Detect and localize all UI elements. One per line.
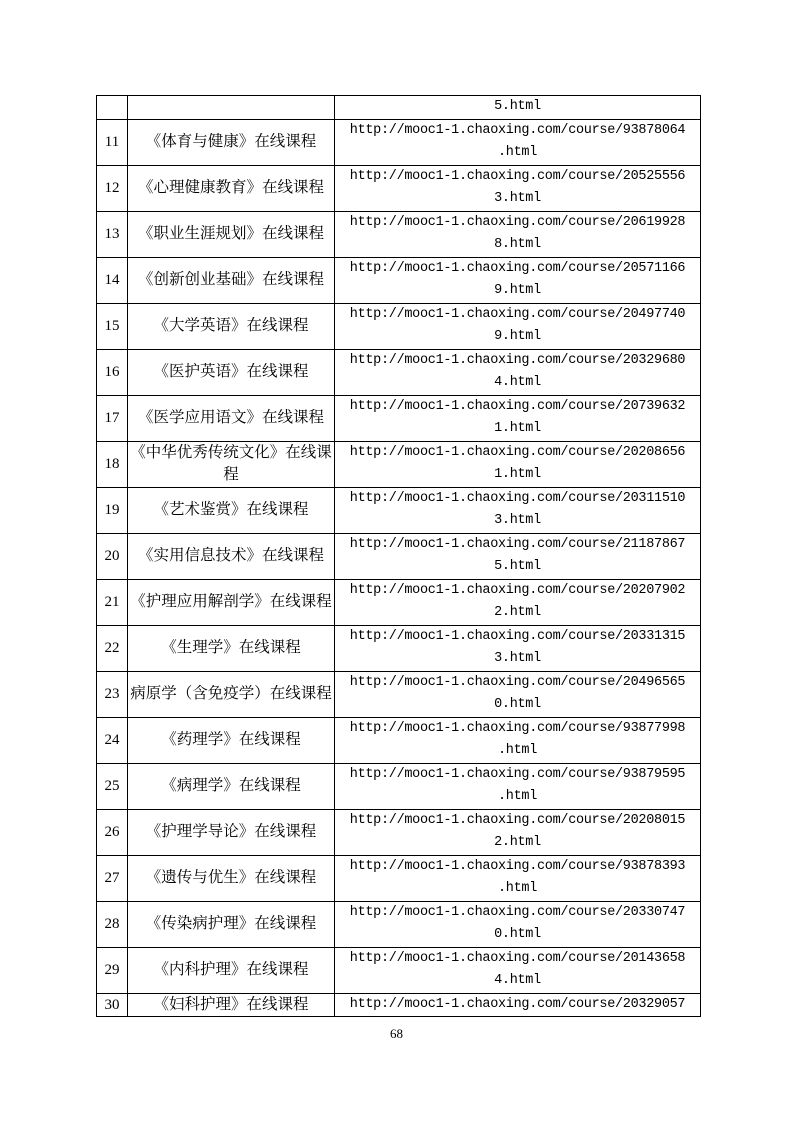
course-name-cell: 病原学（含免疫学）在线课程 xyxy=(128,671,335,717)
row-number-cell: 30 xyxy=(97,993,128,1017)
course-link-table xyxy=(96,95,701,1017)
course-url-line: 0.html xyxy=(494,697,541,712)
course-url-line: http://mooc1-1.chaoxing.com/course/20208656 xyxy=(349,444,686,460)
course-url-line: 3.html xyxy=(494,513,541,528)
table-row xyxy=(97,625,701,671)
table-row xyxy=(97,303,701,349)
row-number-cell xyxy=(97,96,128,120)
course-name-cell: 《生理学》在线课程 xyxy=(128,625,335,671)
row-number-cell: 23 xyxy=(97,671,128,717)
course-url-line: http://mooc1-1.chaoxing.com/course/20619928 xyxy=(349,214,686,230)
course-url-line: http://mooc1-1.chaoxing.com/course/93878064 xyxy=(349,122,686,138)
course-url-cell xyxy=(335,855,701,901)
table-row xyxy=(97,809,701,855)
row-number-cell: 12 xyxy=(97,165,128,211)
row-number-cell: 14 xyxy=(97,257,128,303)
course-url-line: http://mooc1-1.chaoxing.com/course/20330747 xyxy=(349,904,686,920)
course-url-line: http://mooc1-1.chaoxing.com/course/93877998 xyxy=(349,720,686,736)
table-row xyxy=(97,901,701,947)
course-url-line: 0.html xyxy=(494,927,541,942)
course-url-cell xyxy=(335,441,701,487)
course-url-cell xyxy=(335,993,701,1017)
row-number-cell: 27 xyxy=(97,855,128,901)
table-row xyxy=(97,96,701,120)
course-url-line: 3.html xyxy=(494,651,541,666)
course-url-cell xyxy=(335,901,701,947)
course-url-line: 4.html xyxy=(494,375,541,390)
course-name-cell: 《传染病护理》在线课程 xyxy=(128,901,335,947)
course-url-line: http://mooc1-1.chaoxing.com/course/20208015 xyxy=(349,812,686,828)
row-number-cell: 22 xyxy=(97,625,128,671)
course-name-cell xyxy=(128,96,335,120)
course-url-line: http://mooc1-1.chaoxing.com/course/20329057 xyxy=(349,996,686,1012)
course-url-line: 5.html xyxy=(494,99,541,114)
row-number-cell: 24 xyxy=(97,717,128,763)
table-row xyxy=(97,947,701,993)
course-name-cell: 《病理学》在线课程 xyxy=(128,763,335,809)
course-url-line: .html xyxy=(497,881,537,896)
course-name-cell: 《护理学导论》在线课程 xyxy=(128,809,335,855)
table-row xyxy=(97,211,701,257)
course-url-line: http://mooc1-1.chaoxing.com/course/20571166 xyxy=(349,260,686,276)
course-url-cell xyxy=(335,717,701,763)
course-url-cell xyxy=(335,165,701,211)
table-row xyxy=(97,257,701,303)
course-url-cell xyxy=(335,487,701,533)
course-url-line: 1.html xyxy=(494,467,541,482)
table-row xyxy=(97,717,701,763)
course-url-cell xyxy=(335,211,701,257)
row-number-cell: 19 xyxy=(97,487,128,533)
course-url-line: 8.html xyxy=(494,237,541,252)
course-name-cell: 《职业生涯规划》在线课程 xyxy=(128,211,335,257)
course-name-cell: 《遗传与优生》在线课程 xyxy=(128,855,335,901)
row-number-cell: 17 xyxy=(97,395,128,441)
row-number-cell: 11 xyxy=(97,119,128,165)
course-url-cell xyxy=(335,809,701,855)
course-url-line: 5.html xyxy=(494,559,541,574)
course-url-cell xyxy=(335,947,701,993)
course-url-line: http://mooc1-1.chaoxing.com/course/20207902 xyxy=(349,582,686,598)
course-url-cell xyxy=(335,349,701,395)
table-row xyxy=(97,119,701,165)
table-row xyxy=(97,441,701,487)
course-name-cell: 《实用信息技术》在线课程 xyxy=(128,533,335,579)
table-row xyxy=(97,763,701,809)
table-row xyxy=(97,487,701,533)
course-url-line: .html xyxy=(497,743,537,758)
row-number-cell: 21 xyxy=(97,579,128,625)
row-number-cell: 28 xyxy=(97,901,128,947)
course-url-cell xyxy=(335,763,701,809)
course-url-cell xyxy=(335,625,701,671)
course-url-line: http://mooc1-1.chaoxing.com/course/20311510 xyxy=(349,490,686,506)
course-name-cell: 《护理应用解剖学》在线课程 xyxy=(128,579,335,625)
table-row xyxy=(97,671,701,717)
row-number-cell: 18 xyxy=(97,441,128,487)
course-url-cell xyxy=(335,533,701,579)
course-url-line: http://mooc1-1.chaoxing.com/course/93878393 xyxy=(349,858,686,874)
course-url-line: 9.html xyxy=(494,329,541,344)
course-name-cell: 《内科护理》在线课程 xyxy=(128,947,335,993)
course-url-line: http://mooc1-1.chaoxing.com/course/20331315 xyxy=(349,628,686,644)
course-url-line: 1.html xyxy=(494,421,541,436)
course-url-line: 4.html xyxy=(494,973,541,988)
course-url-line: http://mooc1-1.chaoxing.com/course/20739632 xyxy=(349,398,686,414)
course-name-cell: 《妇科护理》在线课程 xyxy=(128,993,335,1017)
page-number: 68 xyxy=(390,1026,403,1041)
row-number-cell: 16 xyxy=(97,349,128,395)
course-url-cell xyxy=(335,671,701,717)
table-row xyxy=(97,165,701,211)
course-url-cell xyxy=(335,303,701,349)
table-row xyxy=(97,395,701,441)
course-url-line: http://mooc1-1.chaoxing.com/course/20497740 xyxy=(349,306,686,322)
course-url-line: http://mooc1-1.chaoxing.com/course/20143658 xyxy=(349,950,686,966)
course-url-line: http://mooc1-1.chaoxing.com/course/21187867 xyxy=(349,536,686,552)
table-row xyxy=(97,349,701,395)
course-url-line: 9.html xyxy=(494,283,541,298)
course-url-cell xyxy=(335,257,701,303)
course-name-cell: 《医学应用语文》在线课程 xyxy=(128,395,335,441)
table-row xyxy=(97,533,701,579)
row-number-cell: 25 xyxy=(97,763,128,809)
course-url-cell xyxy=(335,119,701,165)
course-url-line: http://mooc1-1.chaoxing.com/course/93879595 xyxy=(349,766,686,782)
row-number-cell: 15 xyxy=(97,303,128,349)
course-name-cell: 《医护英语》在线课程 xyxy=(128,349,335,395)
course-url-line: http://mooc1-1.chaoxing.com/course/20329680 xyxy=(349,352,686,368)
course-name-cell: 《创新创业基础》在线课程 xyxy=(128,257,335,303)
table-row xyxy=(97,855,701,901)
course-name-cell: 《中华优秀传统文化》在线课程 xyxy=(128,441,335,487)
course-name-cell: 《艺术鉴赏》在线课程 xyxy=(128,487,335,533)
row-number-cell: 29 xyxy=(97,947,128,993)
course-url-line: 2.html xyxy=(494,835,541,850)
table-row xyxy=(97,579,701,625)
course-url-cell xyxy=(335,579,701,625)
course-name-cell: 《体育与健康》在线课程 xyxy=(128,119,335,165)
course-url-line: http://mooc1-1.chaoxing.com/course/20496565 xyxy=(349,674,686,690)
course-url-cell xyxy=(335,395,701,441)
course-url-line: http://mooc1-1.chaoxing.com/course/20525556 xyxy=(349,168,686,184)
course-url-line: .html xyxy=(497,145,537,160)
course-name-cell: 《心理健康教育》在线课程 xyxy=(128,165,335,211)
table-row xyxy=(97,993,701,1017)
course-name-cell: 《大学英语》在线课程 xyxy=(128,303,335,349)
course-link-table-body xyxy=(97,96,701,1017)
row-number-cell: 26 xyxy=(97,809,128,855)
row-number-cell: 20 xyxy=(97,533,128,579)
course-url-line: .html xyxy=(497,789,537,804)
course-url-line: 3.html xyxy=(494,191,541,206)
course-name-cell: 《药理学》在线课程 xyxy=(128,717,335,763)
course-url-cell xyxy=(335,96,701,120)
row-number-cell: 13 xyxy=(97,211,128,257)
course-url-line: 2.html xyxy=(494,605,541,620)
